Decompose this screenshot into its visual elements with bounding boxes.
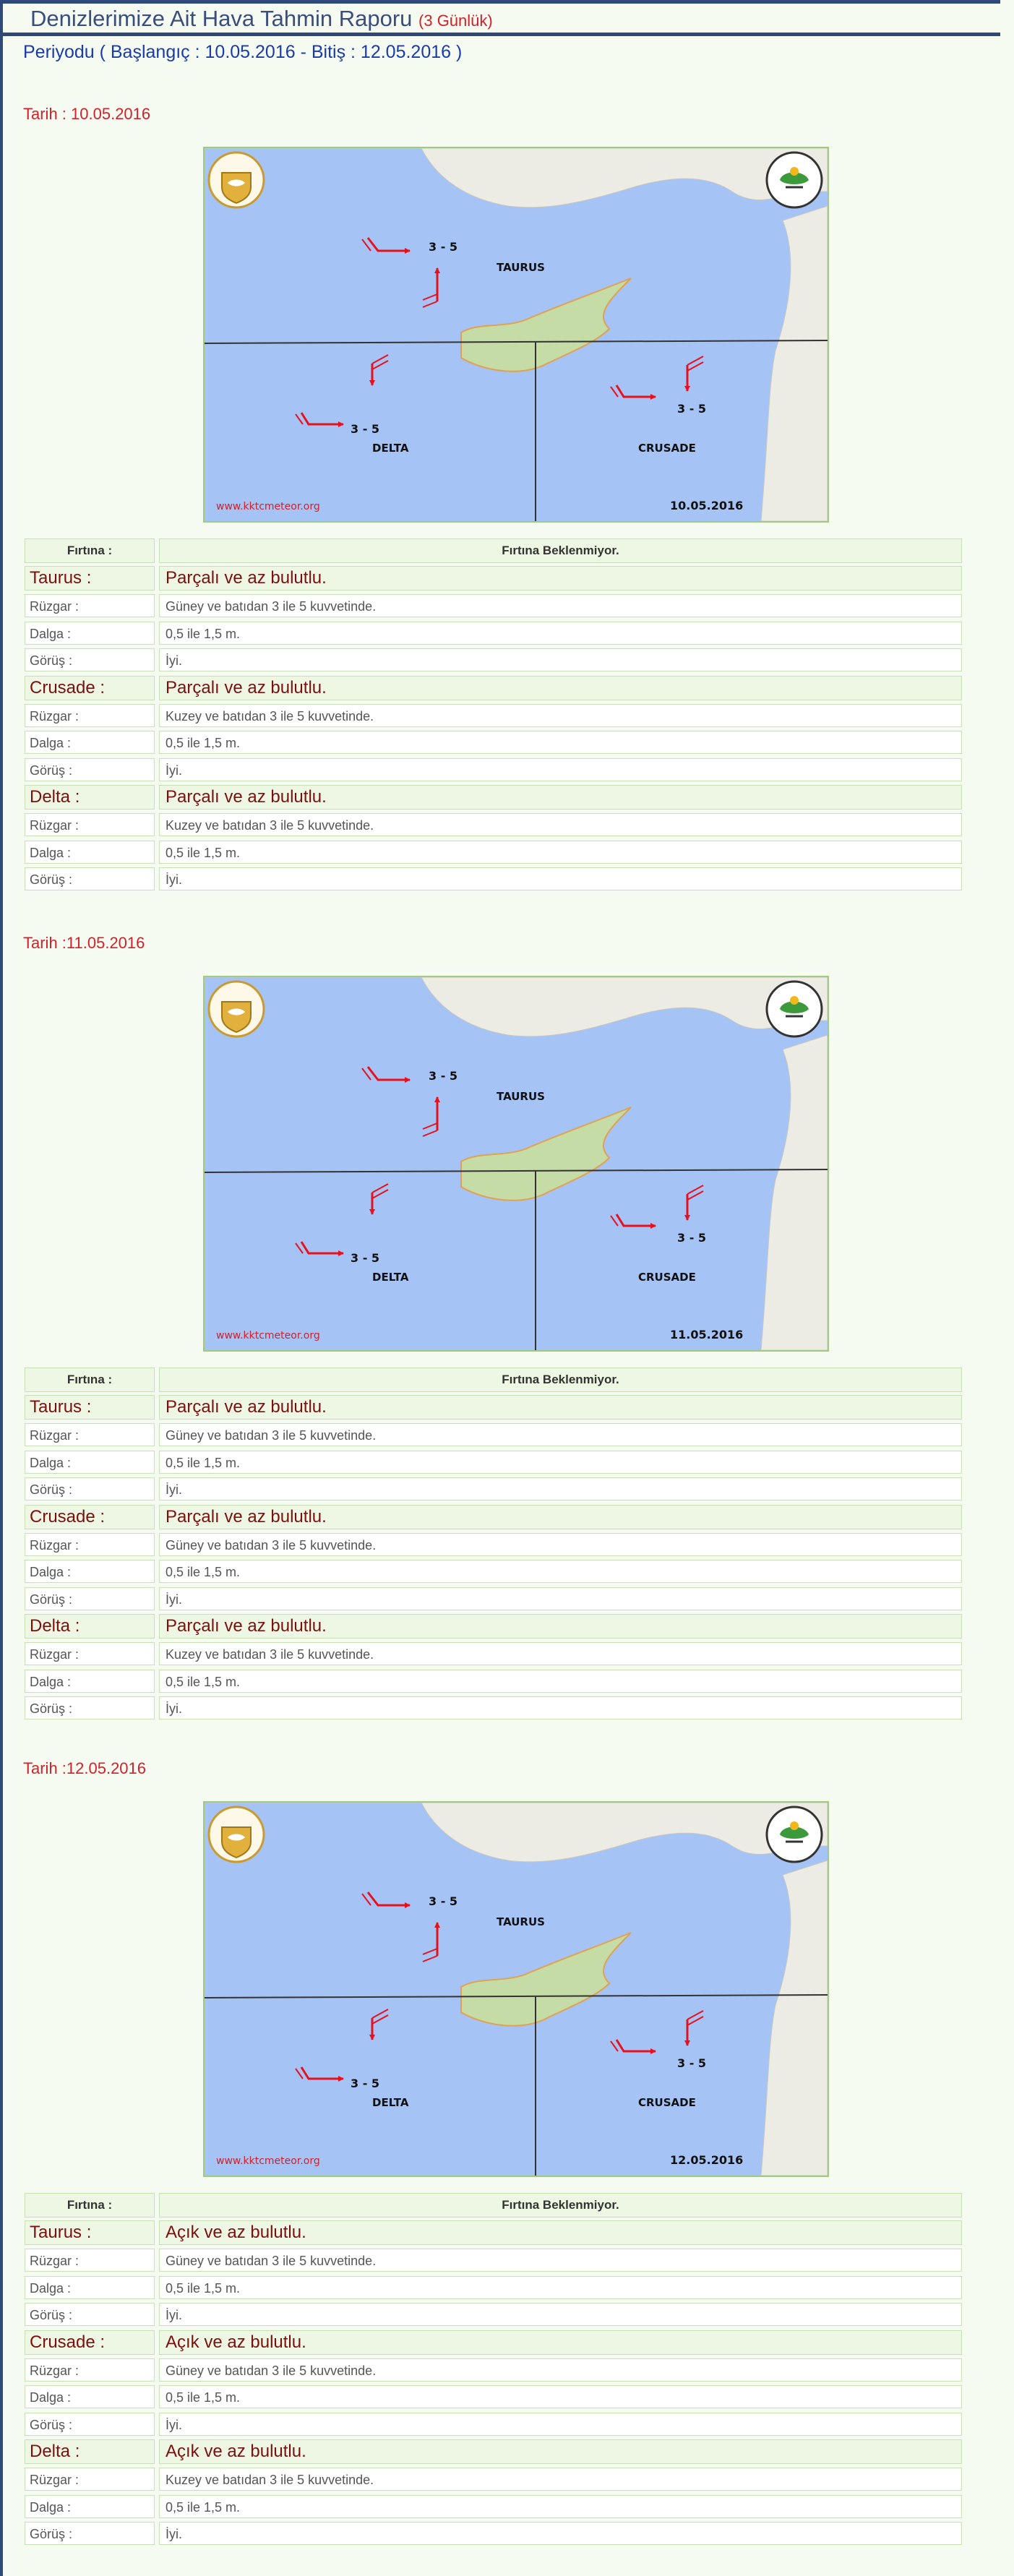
- visibility-value: İyi.: [159, 2522, 962, 2545]
- wind-value: Güney ve batıdan 3 ile 5 kuvvetinde.: [159, 1533, 962, 1556]
- forecast-map: [203, 147, 829, 523]
- header-top-bar: [3, 0, 1000, 4]
- taurus-wind-force: 3 - 5: [429, 240, 458, 254]
- region-row: [25, 1395, 962, 1420]
- wave-value: 0,5 ile 1,5 m.: [159, 2495, 962, 2518]
- page-title-text: Denizlerimize Ait Hava Tahmin Raporu: [30, 6, 413, 31]
- map-graphic: [205, 148, 828, 521]
- wind-row: [25, 1533, 962, 1558]
- wave-row: [25, 1670, 962, 1694]
- wave-label: Dalga :: [25, 841, 155, 864]
- region-name: Delta :: [25, 2439, 155, 2464]
- visibility-value: İyi.: [159, 648, 962, 671]
- day-date: Tarih :12.05.2016: [23, 1759, 147, 1777]
- wave-value: 0,5 ile 1,5 m.: [159, 1560, 962, 1583]
- storm-label: Fırtına :: [25, 538, 155, 563]
- region-name: Delta :: [25, 785, 155, 810]
- visibility-label: Görüş :: [25, 1696, 155, 1720]
- taurus-region-label: TAURUS: [497, 1915, 545, 1928]
- visibility-row: [25, 867, 962, 892]
- visibility-label: Görüş :: [25, 867, 155, 890]
- visibility-row: [25, 2303, 962, 2327]
- map-date-stamp: 12.05.2016: [670, 2153, 744, 2167]
- map-date-stamp: 11.05.2016: [670, 1328, 744, 1341]
- map-graphic: [205, 1803, 828, 2176]
- region-name: Taurus :: [25, 1395, 155, 1420]
- crusade-wind-force: 3 - 5: [677, 402, 707, 416]
- wind-value: Kuzey ve batıdan 3 ile 5 kuvvetinde.: [159, 813, 962, 836]
- visibility-label: Görüş :: [25, 1587, 155, 1610]
- region-sky: Parçalı ve az bulutlu.: [159, 566, 962, 591]
- region-sky: Parçalı ve az bulutlu.: [159, 1505, 962, 1529]
- visibility-value: İyi.: [159, 758, 962, 781]
- map-website: www.kktcmeteor.org: [216, 501, 320, 512]
- taurus-region-label: TAURUS: [497, 1090, 545, 1103]
- region-sky: Parçalı ve az bulutlu.: [159, 785, 962, 810]
- visibility-label: Görüş :: [25, 648, 155, 671]
- taurus-wind-force: 3 - 5: [429, 1069, 458, 1083]
- storm-row: [25, 2193, 962, 2217]
- region-row: [25, 676, 962, 700]
- visibility-label: Görüş :: [25, 2303, 155, 2326]
- delta-wind-force: 3 - 5: [351, 1251, 380, 1265]
- wind-value: Kuzey ve batıdan 3 ile 5 kuvvetinde.: [159, 1642, 962, 1665]
- region-sky: Parçalı ve az bulutlu.: [159, 676, 962, 700]
- crusade-wind-force: 3 - 5: [677, 1231, 707, 1245]
- taurus-wind-force: 3 - 5: [429, 1894, 458, 1908]
- wave-label: Dalga :: [25, 1560, 155, 1583]
- delta-region-label: DELTA: [372, 442, 409, 455]
- taurus-region-label: TAURUS: [497, 261, 545, 274]
- forecast-day-1: [0, 105, 1014, 922]
- visibility-value: İyi.: [159, 1587, 962, 1610]
- region-row: [25, 1614, 962, 1639]
- wave-row: [25, 841, 962, 865]
- forecast-day-2: [0, 934, 1014, 1751]
- storm-label: Fırtına :: [25, 2193, 155, 2217]
- wave-row: [25, 622, 962, 646]
- wind-value: Güney ve batıdan 3 ile 5 kuvvetinde.: [159, 2249, 962, 2272]
- wave-value: 0,5 ile 1,5 m.: [159, 731, 962, 754]
- wind-row: [25, 2358, 962, 2383]
- visibility-value: İyi.: [159, 867, 962, 890]
- wind-row: [25, 1423, 962, 1448]
- crusade-wind-force: 3 - 5: [677, 2056, 707, 2070]
- region-sky: Parçalı ve az bulutlu.: [159, 1395, 962, 1420]
- map-graphic: [205, 977, 828, 1350]
- wind-row: [25, 594, 962, 619]
- wind-value: Kuzey ve batıdan 3 ile 5 kuvvetinde.: [159, 704, 962, 727]
- wind-value: Güney ve batıdan 3 ile 5 kuvvetinde.: [159, 2358, 962, 2382]
- map-website: www.kktcmeteor.org: [216, 2155, 320, 2167]
- visibility-label: Görüş :: [25, 2413, 155, 2436]
- visibility-value: İyi.: [159, 1477, 962, 1500]
- region-row: [25, 2220, 962, 2245]
- wind-label: Rüzgar :: [25, 2358, 155, 2382]
- map-website: www.kktcmeteor.org: [216, 1330, 320, 1341]
- meteorology-logo-icon: [767, 153, 822, 207]
- wind-row: [25, 1642, 962, 1667]
- region-row: [25, 1505, 962, 1529]
- region-name: Delta :: [25, 1614, 155, 1639]
- storm-value: Fırtına Beklenmiyor.: [159, 1368, 962, 1392]
- delta-region-label: DELTA: [372, 1271, 409, 1284]
- wave-row: [25, 2385, 962, 2410]
- wave-value: 0,5 ile 1,5 m.: [159, 1451, 962, 1474]
- region-name: Crusade :: [25, 676, 155, 700]
- wave-value: 0,5 ile 1,5 m.: [159, 2385, 962, 2408]
- visibility-row: [25, 1477, 962, 1502]
- visibility-label: Görüş :: [25, 758, 155, 781]
- crusade-region-label: CRUSADE: [638, 2096, 696, 2109]
- wave-label: Dalga :: [25, 2495, 155, 2518]
- wind-label: Rüzgar :: [25, 813, 155, 836]
- storm-value: Fırtına Beklenmiyor.: [159, 2193, 962, 2217]
- page-subtitle: (3 Günlük): [418, 12, 493, 30]
- visibility-row: [25, 1696, 962, 1721]
- visibility-label: Görüş :: [25, 2522, 155, 2545]
- wave-value: 0,5 ile 1,5 m.: [159, 622, 962, 645]
- crusade-region-label: CRUSADE: [638, 442, 696, 455]
- meteorology-logo-icon: [767, 1807, 822, 1862]
- wave-row: [25, 2495, 962, 2520]
- wind-row: [25, 2468, 962, 2492]
- wind-value: Güney ve batıdan 3 ile 5 kuvvetinde.: [159, 594, 962, 617]
- delta-wind-force: 3 - 5: [351, 2077, 380, 2090]
- wind-label: Rüzgar :: [25, 1423, 155, 1446]
- wave-row: [25, 1451, 962, 1475]
- visibility-value: İyi.: [159, 2413, 962, 2436]
- wind-label: Rüzgar :: [25, 1642, 155, 1665]
- wave-label: Dalga :: [25, 731, 155, 754]
- forecast-map: [203, 1801, 829, 2177]
- visibility-value: İyi.: [159, 1696, 962, 1720]
- wind-label: Rüzgar :: [25, 594, 155, 617]
- wind-label: Rüzgar :: [25, 1533, 155, 1556]
- wave-label: Dalga :: [25, 622, 155, 645]
- region-row: [25, 2330, 962, 2355]
- wave-label: Dalga :: [25, 2276, 155, 2299]
- cyprus-emblem-icon: [209, 153, 264, 207]
- region-sky: Açık ve az bulutlu.: [159, 2330, 962, 2355]
- region-name: Taurus :: [25, 2220, 155, 2245]
- region-sky: Açık ve az bulutlu.: [159, 2439, 962, 2464]
- visibility-row: [25, 2522, 962, 2546]
- forecast-day-3: [0, 1759, 1014, 2576]
- region-sky: Açık ve az bulutlu.: [159, 2220, 962, 2245]
- visibility-value: İyi.: [159, 2303, 962, 2326]
- wave-label: Dalga :: [25, 1451, 155, 1474]
- wave-value: 0,5 ile 1,5 m.: [159, 1670, 962, 1693]
- wind-row: [25, 813, 962, 838]
- day-date: Tarih :11.05.2016: [23, 934, 145, 952]
- wave-value: 0,5 ile 1,5 m.: [159, 841, 962, 864]
- visibility-row: [25, 2413, 962, 2437]
- wave-row: [25, 731, 962, 755]
- region-row: [25, 785, 962, 810]
- region-row: [25, 2439, 962, 2464]
- wave-label: Dalga :: [25, 2385, 155, 2408]
- delta-region-label: DELTA: [372, 2096, 409, 2109]
- day-date: Tarih : 10.05.2016: [23, 105, 151, 123]
- wind-row: [25, 2249, 962, 2273]
- visibility-row: [25, 1587, 962, 1612]
- wave-row: [25, 2276, 962, 2301]
- storm-value: Fırtına Beklenmiyor.: [159, 538, 962, 563]
- visibility-row: [25, 648, 962, 673]
- wind-value: Güney ve batıdan 3 ile 5 kuvvetinde.: [159, 1423, 962, 1446]
- visibility-label: Görüş :: [25, 1477, 155, 1500]
- wave-row: [25, 1560, 962, 1584]
- storm-row: [25, 538, 962, 563]
- wind-value: Kuzey ve batıdan 3 ile 5 kuvvetinde.: [159, 2468, 962, 2491]
- wave-value: 0,5 ile 1,5 m.: [159, 2276, 962, 2299]
- wind-label: Rüzgar :: [25, 704, 155, 727]
- forecast-map: [203, 976, 829, 1352]
- cyprus-emblem-icon: [209, 1807, 264, 1862]
- region-name: Taurus :: [25, 566, 155, 591]
- forecast-period: Periyodu ( Başlangıç : 10.05.2016 - Bitiş : 12.05.2016 ): [23, 42, 463, 62]
- region-row: [25, 566, 962, 591]
- region-name: Crusade :: [25, 2330, 155, 2355]
- region-name: Crusade :: [25, 1505, 155, 1529]
- region-sky: Parçalı ve az bulutlu.: [159, 1614, 962, 1639]
- storm-row: [25, 1368, 962, 1392]
- wind-label: Rüzgar :: [25, 2249, 155, 2272]
- page-title: [30, 6, 493, 32]
- delta-wind-force: 3 - 5: [351, 422, 380, 436]
- visibility-row: [25, 758, 962, 783]
- storm-label: Fırtına :: [25, 1368, 155, 1392]
- header-bottom-bar: [3, 33, 1000, 36]
- meteorology-logo-icon: [767, 982, 822, 1036]
- cyprus-emblem-icon: [209, 982, 264, 1036]
- crusade-region-label: CRUSADE: [638, 1271, 696, 1284]
- wind-row: [25, 704, 962, 729]
- wave-label: Dalga :: [25, 1670, 155, 1693]
- wind-label: Rüzgar :: [25, 2468, 155, 2491]
- page-header: [3, 0, 1000, 72]
- map-date-stamp: 10.05.2016: [670, 499, 744, 512]
